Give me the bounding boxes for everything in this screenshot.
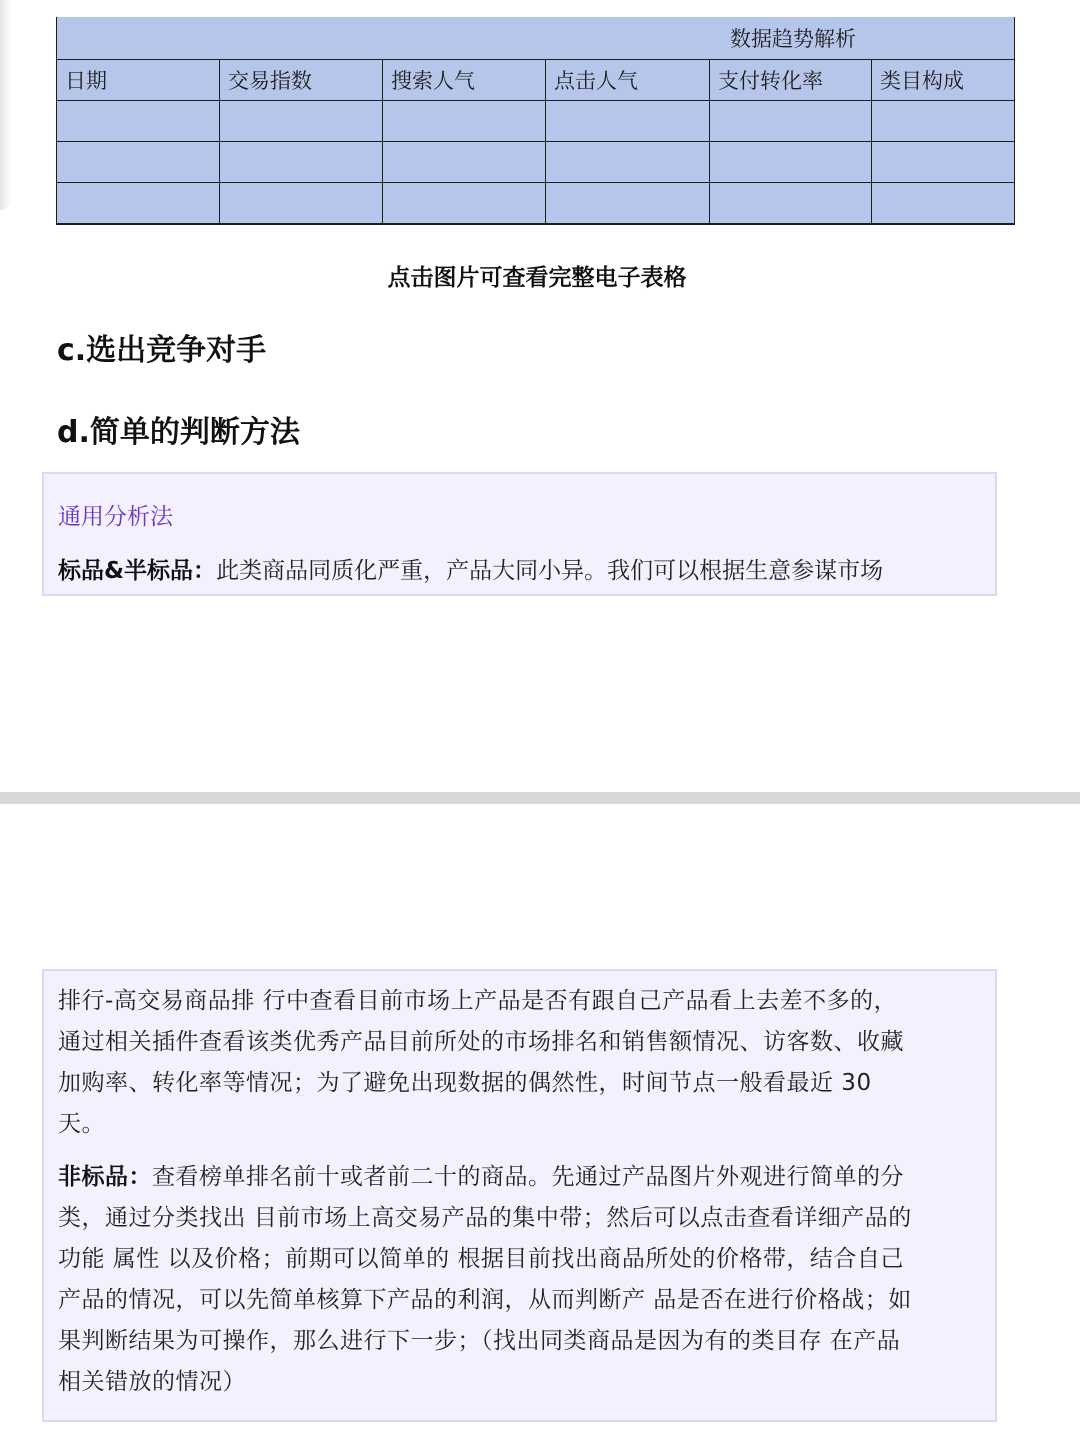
detail-note-box bbox=[42, 969, 997, 1422]
table-cell bbox=[872, 183, 1015, 225]
table-cell bbox=[546, 142, 710, 183]
table-cell bbox=[872, 101, 1015, 142]
header-payment-conversion: 支付转化率 bbox=[710, 60, 872, 101]
note-label: 标品&半标品： bbox=[58, 558, 217, 584]
paragraph-line: 查看榜单排名前十或者前二十的商品。先通过产品图片外观进行简单的分 bbox=[152, 1164, 904, 1190]
table-cell bbox=[220, 183, 383, 225]
table-cell bbox=[710, 183, 872, 225]
table-cell bbox=[383, 142, 546, 183]
paragraph-line: 加购率、转化率等情况；为了避免出现数据的偶然性，时间节点一般看最近 30 bbox=[58, 1070, 872, 1096]
paragraph-line: 排行-高交易商品排 行中查看目前市场上产品是否有跟自己产品看上去差不多的， bbox=[58, 988, 898, 1014]
non-standard-label: 非标品： bbox=[58, 1164, 152, 1190]
page-edge-shadow bbox=[0, 0, 12, 210]
table-cell bbox=[57, 183, 220, 225]
header-search-popularity: 搜索人气 bbox=[383, 60, 546, 101]
table-cell bbox=[710, 142, 872, 183]
table-cell bbox=[710, 101, 872, 142]
note-paragraph bbox=[58, 552, 883, 585]
table-cell bbox=[383, 183, 546, 225]
table-cell bbox=[546, 183, 710, 225]
header-category-composition: 类目构成 bbox=[872, 60, 1015, 101]
note-title: 通用分析法 bbox=[58, 504, 173, 530]
paragraph-line: 通过相关插件查看该类优秀产品目前所处的市场排名和销售额情况、访客数、收藏 bbox=[58, 1029, 904, 1055]
table-cell bbox=[383, 101, 546, 142]
section-divider bbox=[0, 792, 1080, 804]
spreadsheet-image[interactable] bbox=[56, 17, 1015, 225]
table-cell bbox=[220, 101, 383, 142]
table-cell bbox=[57, 142, 220, 183]
table-row bbox=[57, 142, 1015, 183]
paragraph-line: 类，通过分类找出 目前市场上高交易产品的集中带；然后可以点击查看详细产品的 bbox=[58, 1205, 912, 1231]
paragraph-line: 产品的情况，可以先简单核算下产品的利润，从而判断产 品是否在进行价格战；如 bbox=[58, 1287, 912, 1313]
table-cell bbox=[220, 142, 383, 183]
analysis-note-box bbox=[42, 472, 997, 596]
table-cell bbox=[57, 101, 220, 142]
ranking-paragraph bbox=[58, 981, 981, 1145]
paragraph-line: 果判断结果为可操作，那么进行下一步；（找出同类商品是因为有的类目存 在产品 bbox=[58, 1328, 901, 1354]
header-date: 日期 bbox=[57, 60, 220, 101]
paragraph-line: 天。 bbox=[58, 1111, 105, 1137]
paragraph-line: 功能 属性 以及价格；前期可以简单的 根据目前找出商品所处的价格带，结合自己 bbox=[58, 1246, 904, 1272]
image-caption: 点击图片可查看完整电子表格 bbox=[387, 265, 687, 291]
table-row bbox=[57, 101, 1015, 142]
section-heading-d: d.简单的判断方法 bbox=[57, 415, 300, 450]
non-standard-paragraph bbox=[58, 1157, 981, 1403]
sheet-title: 数据趋势解析 bbox=[57, 17, 1015, 60]
table-row bbox=[57, 183, 1015, 225]
note-text: 此类商品同质化严重，产品大同小异。我们可以根据生意参谋市场 bbox=[216, 558, 884, 584]
table-cell bbox=[872, 142, 1015, 183]
header-click-popularity: 点击人气 bbox=[546, 60, 710, 101]
section-heading-c: c.选出竞争对手 bbox=[57, 333, 267, 368]
header-trade-index: 交易指数 bbox=[220, 60, 383, 101]
table-cell bbox=[546, 101, 710, 142]
paragraph-line: 相关错放的情况） bbox=[58, 1369, 246, 1395]
